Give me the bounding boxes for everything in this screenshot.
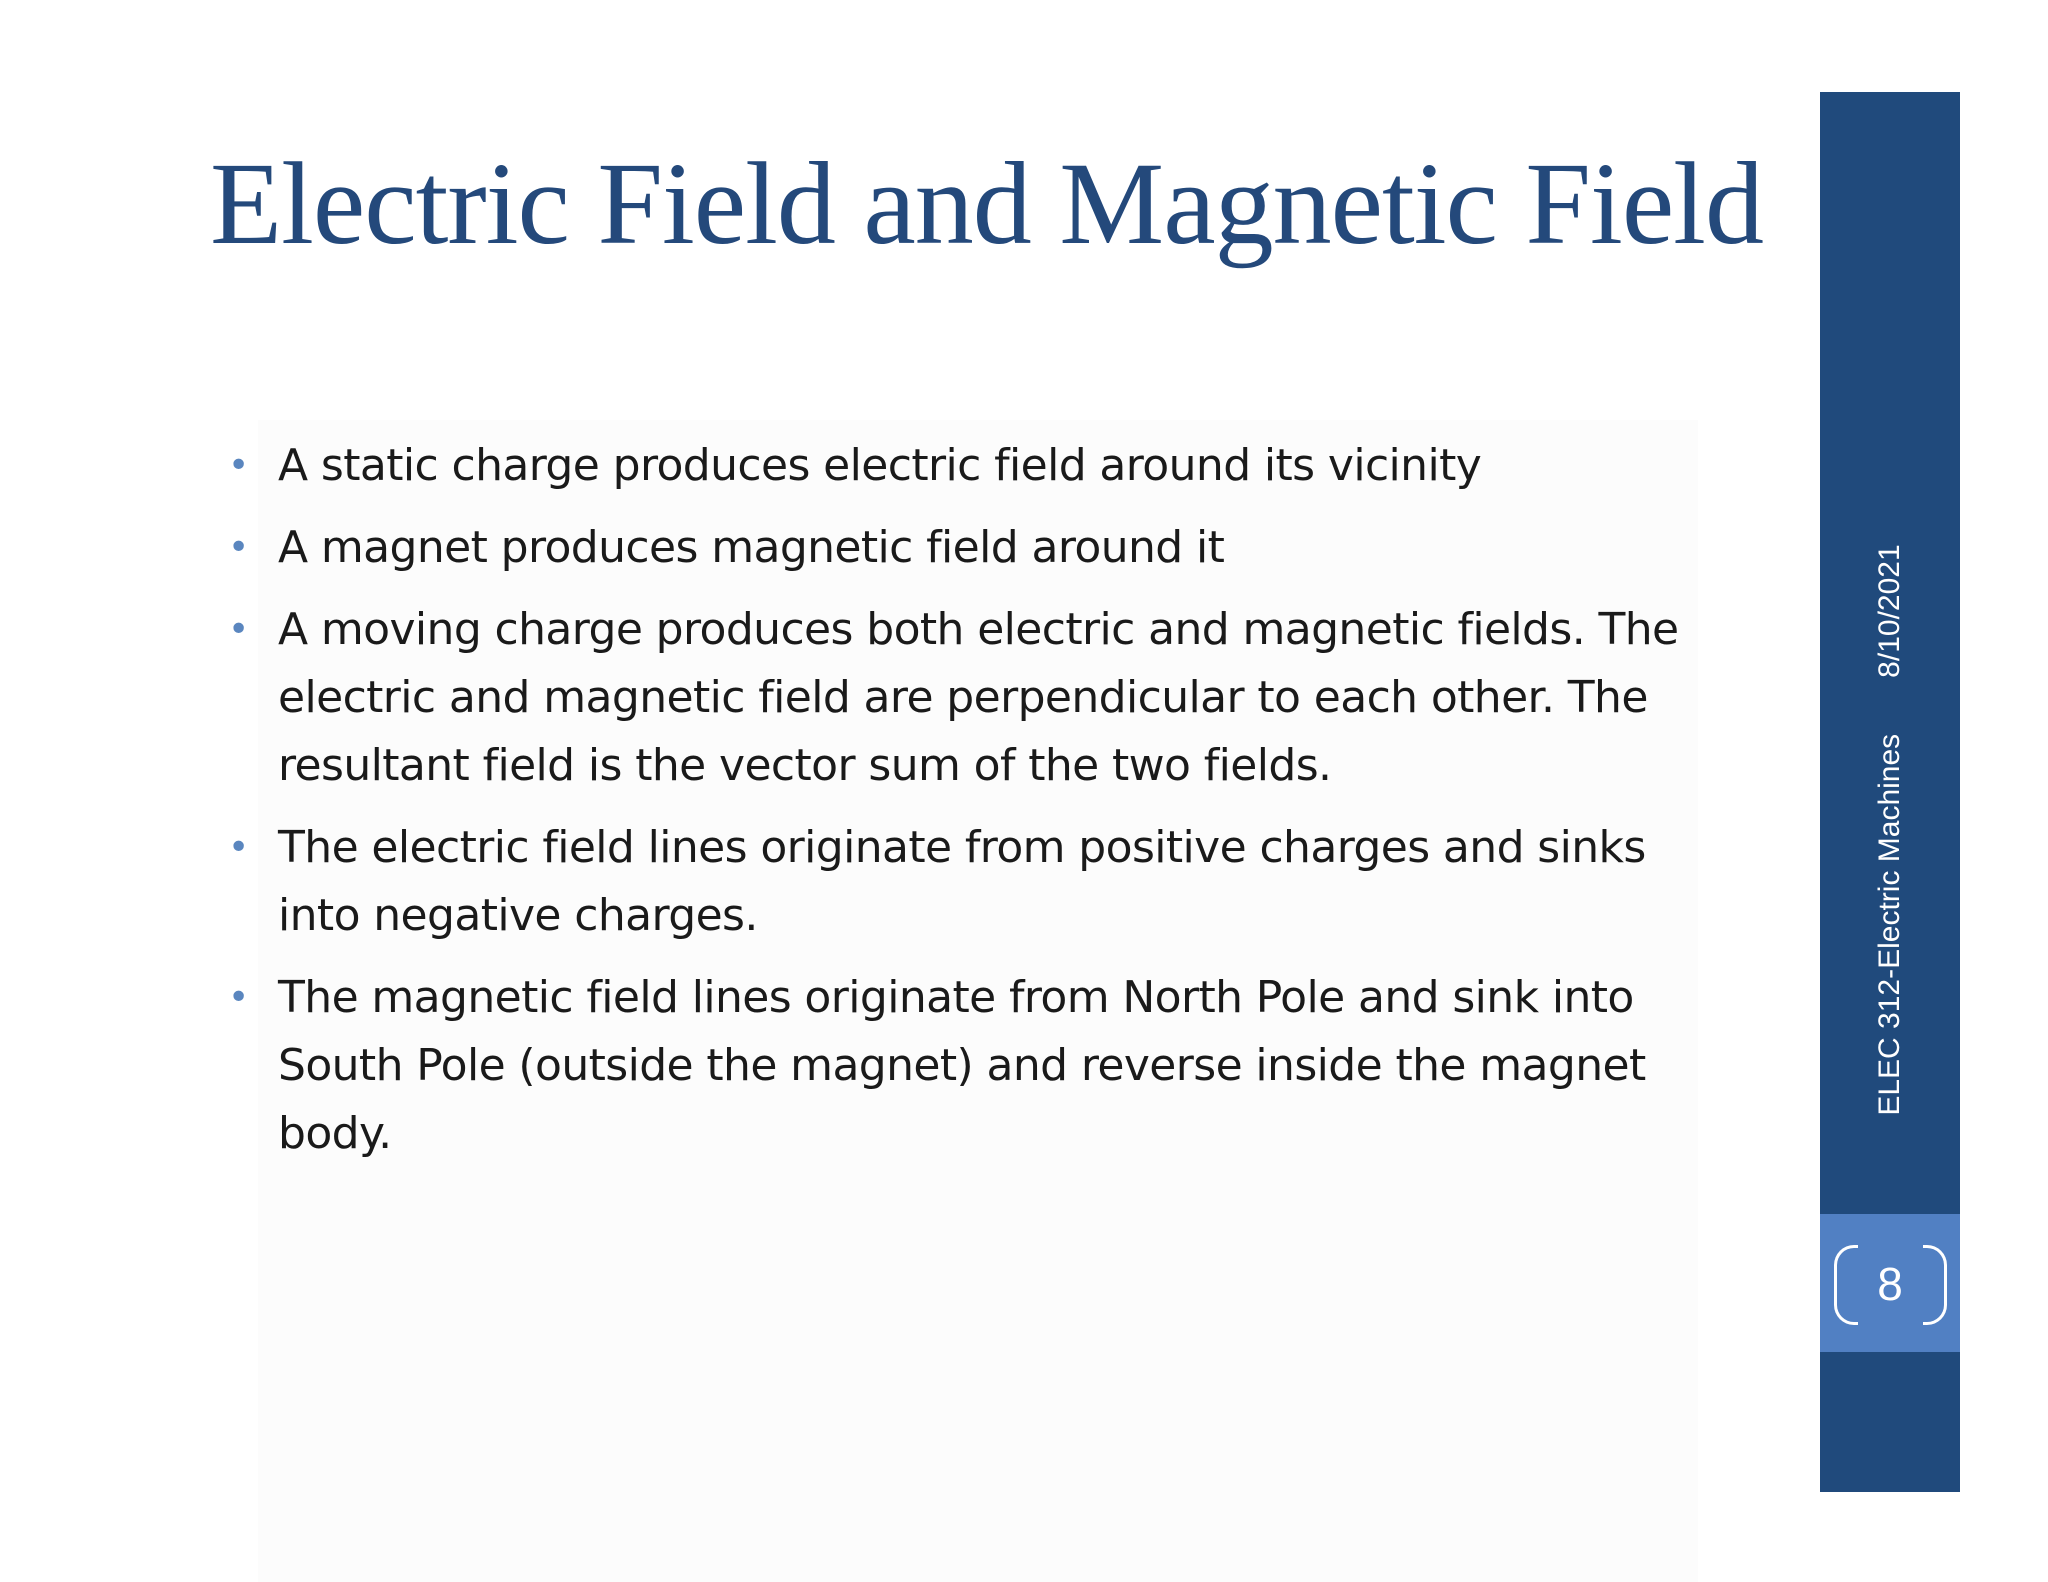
bullet-text: The magnetic field lines originate from North Pole and sink into South Pole (outside the magnet) and reverse inside the magnet body. bbox=[278, 972, 1646, 1159]
bullet-icon: • bbox=[228, 445, 249, 486]
bullet-item bbox=[226, 514, 1706, 582]
bullet-item bbox=[226, 432, 1706, 500]
bullet-icon: • bbox=[228, 977, 249, 1018]
page-number: 8 bbox=[1877, 1258, 1903, 1310]
bullet-item bbox=[226, 814, 1706, 950]
sidebar-vertical-text bbox=[1872, 544, 1908, 1115]
bullet-icon: • bbox=[228, 527, 249, 568]
bullet-icon: • bbox=[228, 609, 249, 650]
bullet-list bbox=[226, 432, 1706, 1182]
bullet-text: A magnet produces magnetic field around it bbox=[278, 522, 1225, 573]
bullet-icon: • bbox=[228, 827, 249, 868]
slide-title: Electric Field and Magnetic Field bbox=[210, 138, 1763, 269]
footer-text: ELEC 312-Electric Machines bbox=[1873, 733, 1906, 1116]
bullet-item bbox=[226, 964, 1706, 1168]
bullet-text: A static charge produces electric field around its vicinity bbox=[278, 440, 1482, 491]
bullet-text: The electric field lines originate from positive charges and sinks into negative charges. bbox=[278, 822, 1646, 941]
bullet-item bbox=[226, 596, 1706, 800]
bullet-text: A moving charge produces both electric and magnetic fields. The electric and magnetic field are perpendicular to each other. The resultant field is the vector sum of the two fields. bbox=[278, 604, 1679, 791]
date-text: 8/10/2021 bbox=[1873, 544, 1906, 678]
